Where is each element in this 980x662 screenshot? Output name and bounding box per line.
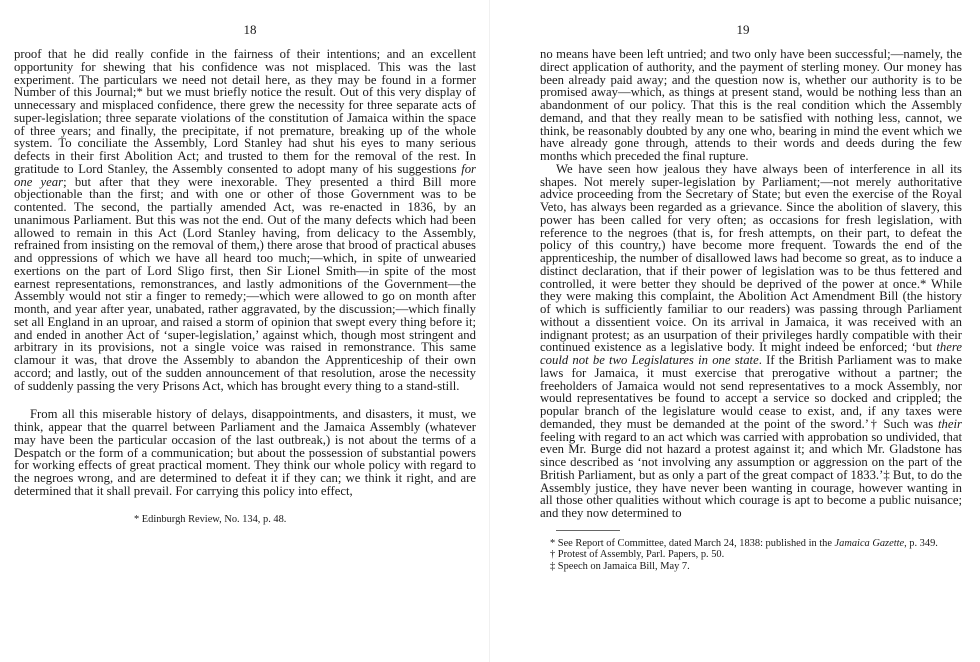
italic-run: there could not be two Legislatures in one state	[540, 340, 962, 367]
right-footnotes	[540, 538, 962, 573]
left-footnotes	[14, 514, 476, 526]
italic-run: for one year	[14, 161, 476, 189]
right-page	[490, 0, 980, 662]
paragraph-gap	[14, 392, 476, 408]
right-paragraph-2: We have seen how jealous they have always been of interference in all its shapes. Not merely super-legislation by Parliament;—not merely authoritative advice proceeding from the Secretary of State; but even the exercise of the Royal Veto, has always been regarded as a grievance. Since the abolition of slavery, this power has been called for very often; as occasions for fresh legislation, with reference to the negroes (that is, for fresh attempts, on their part, to defeat the policy of this country,) have become more frequent. Towards the end of the apprenticeship, the number of disallowed laws had become so great, as to induce a distinct declaration, that if their power of legislation was to be thus fettered and controlled, it were better they should be deprived of the power at once.* While they were making this complaint, the Abolition Act Amendment Bill (the history of which is sufficiently familiar to our readers) was passing through Parliament without a dissentient voice. On its arrival in Jamaica, it was received with an indignant protest; as an usurpation of their privileges hardly compatible with their continued existence as a legislative body. It might indeed be enforced; ‘but there could not be two Legislatures in one state. If the British Parliament was to make laws for Jamaica, it must exercise that prerogative without a partner; the freeholders of Jamaica would not send representatives to a mock Assembly, nor would representatives be found to accept a service so docked and crippled; the popular branch of the legislature would cease to exist, and, if any taxes were demanded, they must be demanded at the point of the sword.’† Such was their feeling with regard to an act which was carried with approbation so undivided, that even Mr. Burge did not hazard a protest against it; and which Mr. Gladstone has since described as ‘not involving any assumption or aggression on the part of the British Parliament, but as only a part of the great compact of 1833.’‡ But, to do the Assembly justice, they have never been wanting in courage, however wanting in all those other qualities without which courage is apt to become a public nuisance; and they now determined to	[540, 161, 962, 520]
page-number-right: 19	[736, 22, 750, 37]
right-footnote-2: † Protest of Assembly, Parl. Papers, p. 50.	[550, 549, 725, 561]
page-number-left: 18	[243, 22, 257, 37]
right-footnote-1: * See Report of Committee, dated March 24, 1838: published in the Jamaica Gazette, p. 349.	[550, 537, 938, 549]
left-paragraph-2: From all this miserable history of delays, disappointments, and disasters, it must, we think, appear that the quarrel between Parliament and the Jamaica Assembly (whatever may have been the particular occasion of the last outbreak,) is not about the terms of a Despatch or the form of a communication; but about the possession of substantial powers for working effects of great practical moment. They think our whole policy with regard to the negroes wrong, and are determined to defeat it if they can; we think it right, and are determined that it shall prevail. For carrying this policy into effect,	[14, 407, 476, 498]
left-footnote-1: * Edinburgh Review, No. 134, p. 48.	[134, 513, 287, 525]
left-paragraph-1: proof that he did really confide in the fairness of their intentions; and an excellent opportunity for shewing that his confidence was not misplaced. This was the last experiment. The particulars we need not detail here, as they may be found in a former Number of this Journal;* but we must briefly notice the result. Out of this very display of unnecessary and misplaced confidence, there grew the necessity for three separate acts of super-legislation; three separate violations of the constitution of Jamaica within the space of three years; and finally, the precipitate, if not premature, breaking up of the whole system. To conciliate the Assembly, Lord Stanley had shut his eyes to many serious defects in their first Abolition Act; and trusted to them for the removal of the rest. In gratitude to Lord Stanley, the Assembly consented to adopt many of his suggestions for one year; but after that they were inexorable. They presented a third Bill more objectionable than the first; and with one or other of those Government was to be contented. The second, the partially amended Act, was re-enacted in 1836, by an unanimous Parliament. But this was not the end. Out of the many defects which had been allowed to remain in this Act (Lord Stanley having, from delicacy to the Assembly, refrained from insisting on the removal of them,) there arose that brood of practical abuses and oppressions of which we have all heard too much;—which, in spite of unwearied exertions on the part of Lord Sligo first, then Sir Lionel Smith—in spite of the most earnest representations, remonstrances, and lastly admonitions of the Government—the Assembly would not stir a finger to remedy;—which were allowed to go on month after month, and year after year, unabated, rather aggravated, by the discussion;—which finally set all England in an uproar, and raised a storm of opinion that swept every thing before it; and ended in another Act of ‘super-legislation,’ against which, though most stringent and arbitrary in its provisions, not a single voice was raised in remonstrance. This same clamour it was, that drove the Assembly to abandon the Apprenticeship of their own accord; and lastly, out of the sudden announcement of that resolution, arose the necessity of suddenly passing the very Prisons Act, which has brought every thing to a stand-still.	[14, 47, 476, 393]
italic-run: Jamaica Gazette	[834, 537, 905, 549]
right-paragraph-1: no means have been left untried; and two only have been successful;—namely, the direct application of authority, and the payment of sterling money. Our money has been already paid away; and the question now is, whether our authority is to be promised away—which, as things at present stand, would be nothing less than an abandonment of our policy. That this is the real condition which the Assembly demand, and that they really mean to be satisfied with nothing less, cannot, we think, be reasonably doubted by any one who, bearing in mind the event which we have already gone through, attends to their words and deeds during the few months which preceded the final rupture.	[540, 47, 962, 163]
footnote-rule	[556, 530, 620, 531]
right-footnote-3: ‡ Speech on Jamaica Bill, May 7.	[550, 560, 690, 572]
italic-run: their	[938, 416, 962, 431]
